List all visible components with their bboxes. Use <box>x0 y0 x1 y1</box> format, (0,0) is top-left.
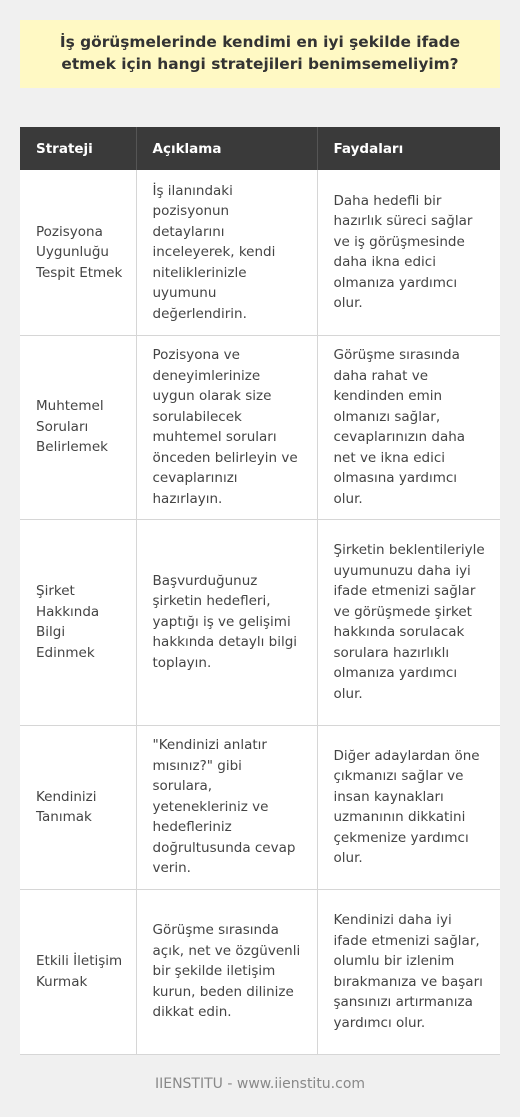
table-row <box>20 889 500 1054</box>
table-header-row <box>20 127 500 170</box>
table-row <box>20 170 500 335</box>
strategy-cell: Etkili İletişim Kurmak <box>20 889 136 1054</box>
benefits-cell: Kendinizi daha iyi ifade etmenizi sağlar, olumlu bir izlenim bırakmanıza ve başarı şansınızı artırmanıza yardımcı olur. <box>317 889 500 1054</box>
strategy-cell: Kendinizi Tanımak <box>20 725 136 889</box>
page-title: İş görüşmelerinde kendimi en iyi şekilde ifade etmek için hangi stratejileri benimsemeliyim? <box>59 33 461 73</box>
description-cell: Başvurduğunuz şirketin hedefleri, yaptığı iş ve gelişimi hakkında detaylı bilgi toplayın. <box>136 519 317 725</box>
header-strategy: Strateji <box>20 127 136 170</box>
table-row <box>20 335 500 519</box>
strategy-cell: Pozisyona Uygunluğu Tespit Etmek <box>20 170 136 335</box>
description-cell: Görüşme sırasında açık, net ve özgüvenli bir şekilde iletişim kurun, beden dilinize dikkat edin. <box>136 889 317 1054</box>
description-cell: "Kendinizi anlatır mısınız?" gibi sorulara, yetenekleriniz ve hedefleriniz doğrultusunda cevap verin. <box>136 725 317 889</box>
title-box <box>20 20 500 88</box>
benefits-cell: Görüşme sırasında daha rahat ve kendinden emin olmanızı sağlar, cevaplarınızın daha net ve ikna edici olmasına yardımcı olur. <box>317 335 500 519</box>
table-row <box>20 725 500 889</box>
description-cell: Pozisyona ve deneyimlerinize uygun olarak size sorulabilecek muhtemel soruları önceden belirleyin ve cevaplarınızı hazırlayın. <box>136 335 317 519</box>
benefits-cell: Diğer adaylardan öne çıkmanızı sağlar ve insan kaynakları uzmanının dikkatini çekmenize yardımcı olur. <box>317 725 500 889</box>
strategy-cell: Şirket Hakkında Bilgi Edinmek <box>20 519 136 725</box>
strategy-cell: Muhtemel Soruları Belirlemek <box>20 335 136 519</box>
table-row <box>20 519 500 725</box>
header-description: Açıklama <box>136 127 317 170</box>
strategy-table <box>20 127 500 1055</box>
benefits-cell: Şirketin beklentileriyle uyumunuzu daha iyi ifade etmenizi sağlar ve görüşmede şirket hakkında sorulacak sorulara hazırlıklı olmanıza yardımcı olur. <box>317 519 500 725</box>
benefits-cell: Daha hedefli bir hazırlık süreci sağlar ve iş görüşmesinde daha ikna edici olmanıza yardımcı olur. <box>317 170 500 335</box>
description-cell: İş ilanındaki pozisyonun detaylarını inceleyerek, kendi niteliklerinizle uyumunu değerlendirin. <box>136 170 317 335</box>
footer-credit: IIENSTITU - www.iienstitu.com <box>154 1076 366 1092</box>
header-benefits: Faydaları <box>317 127 500 170</box>
